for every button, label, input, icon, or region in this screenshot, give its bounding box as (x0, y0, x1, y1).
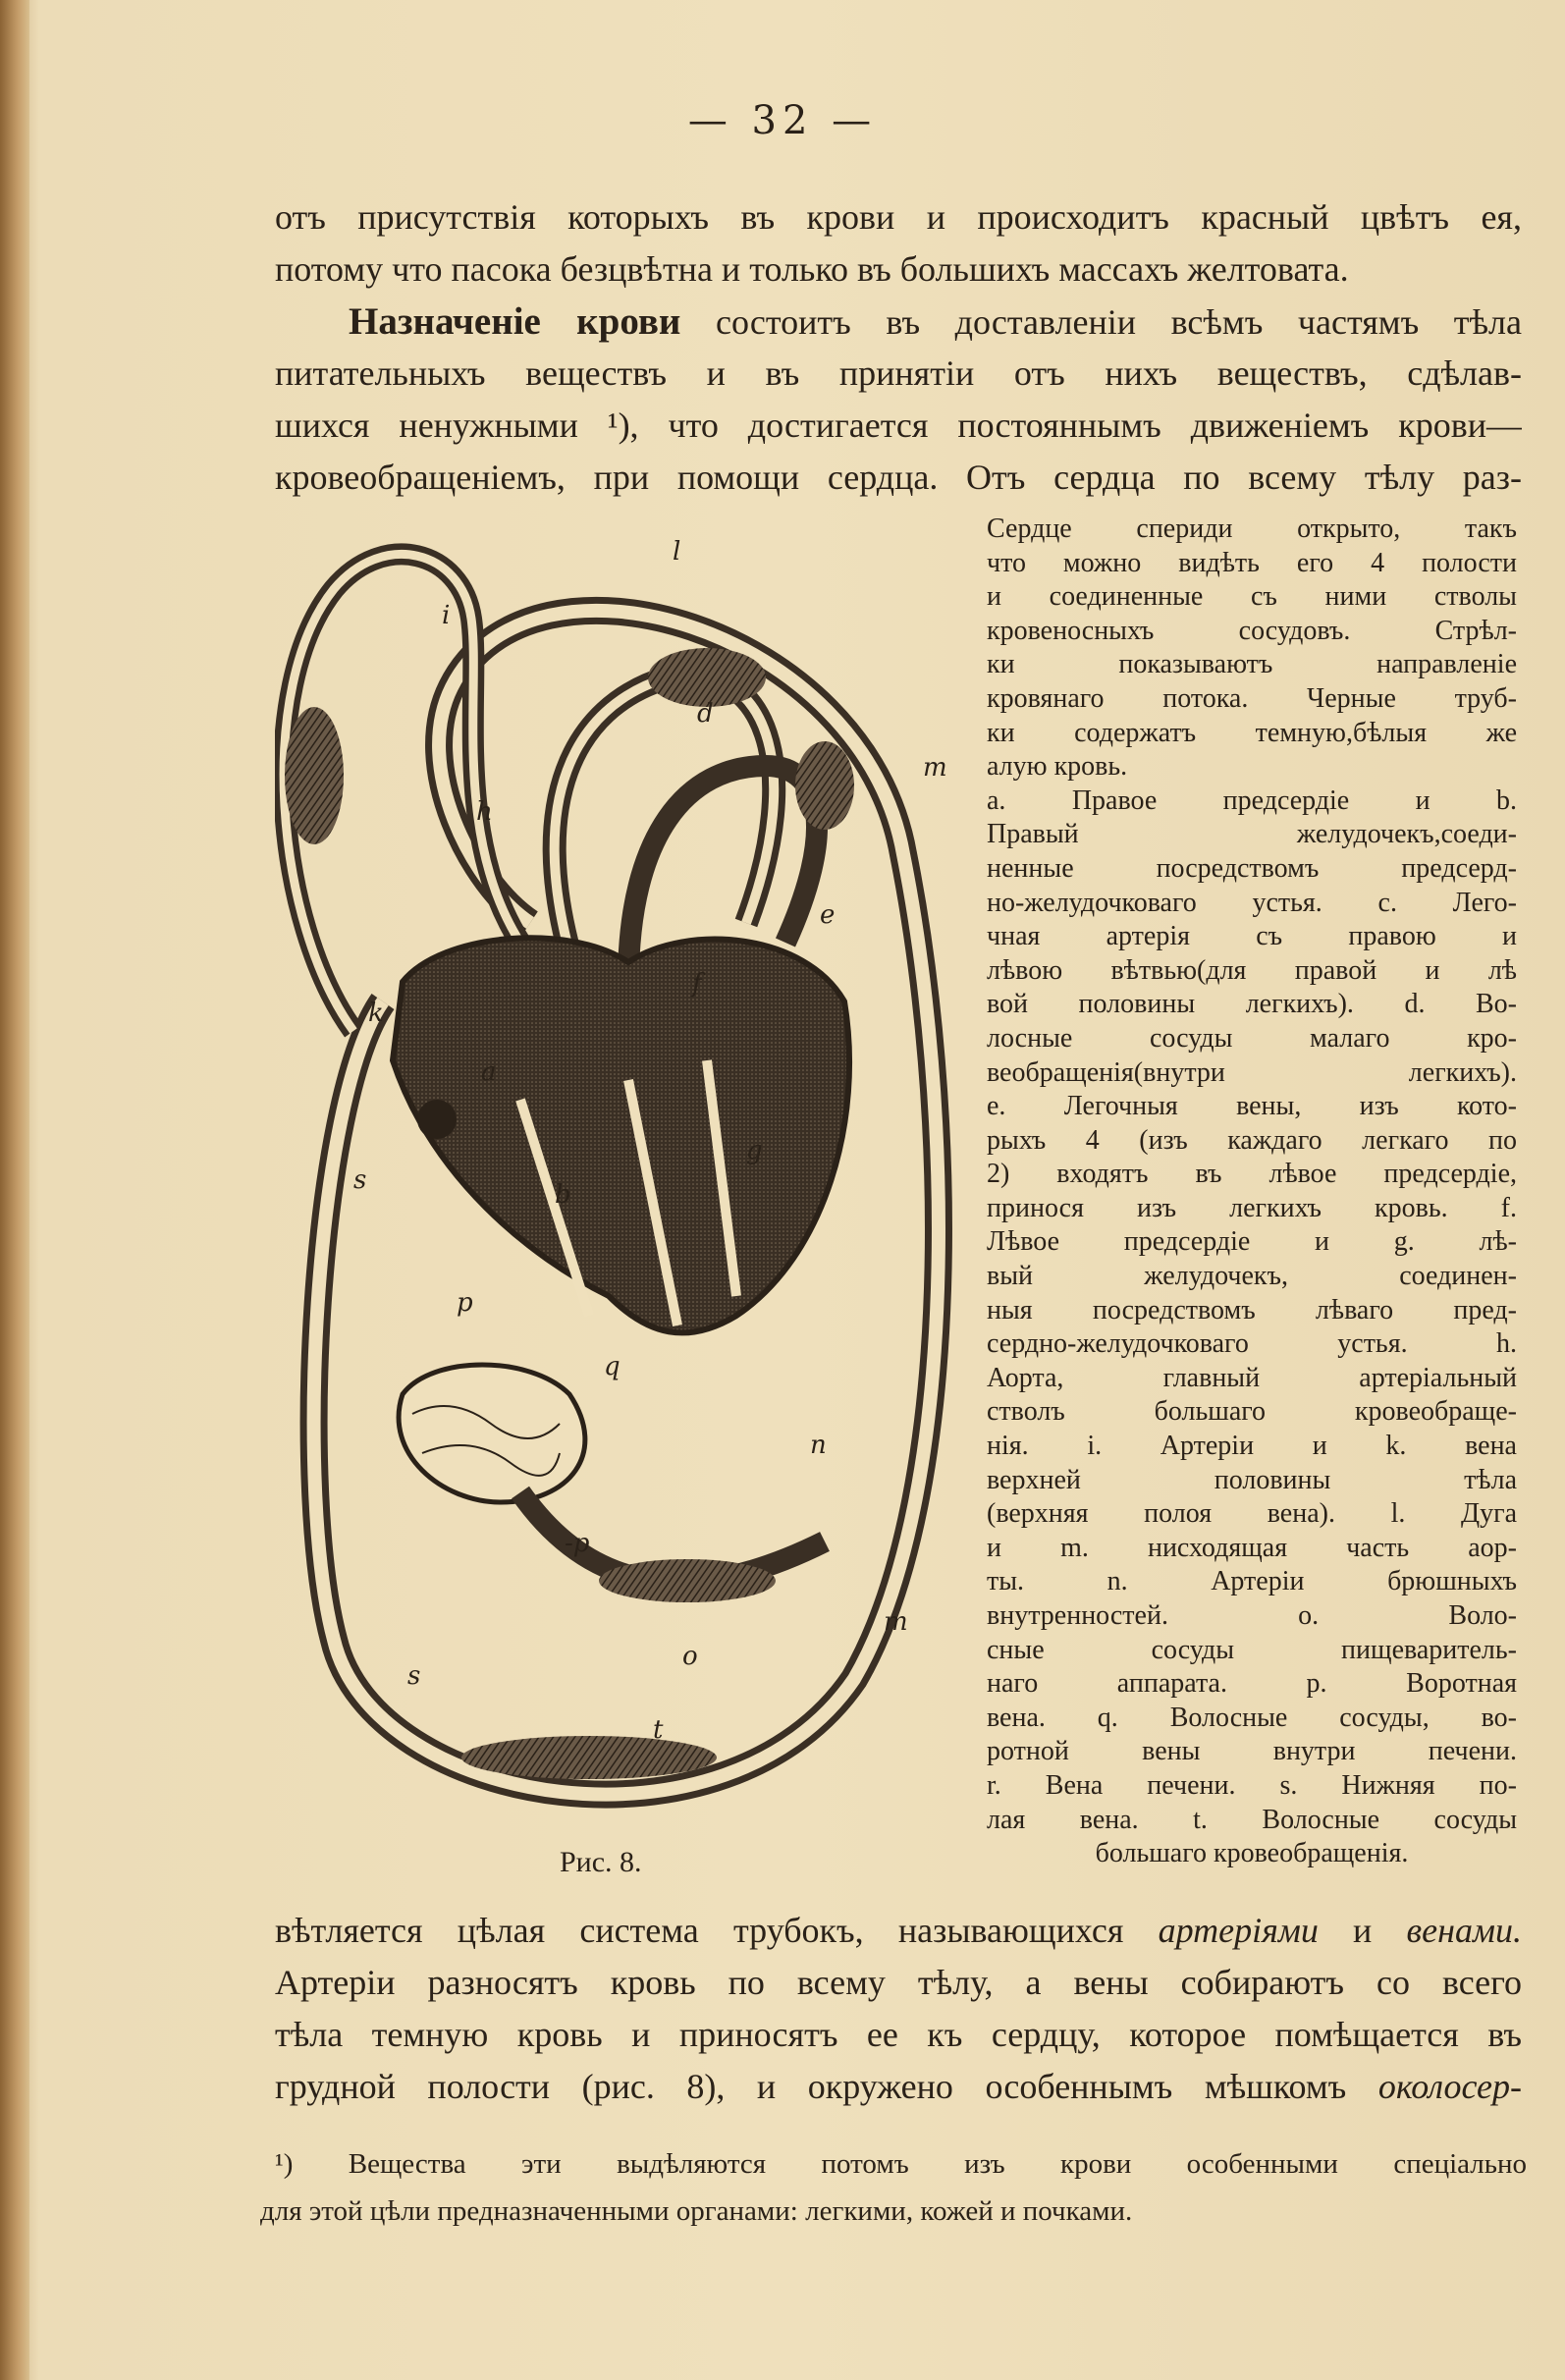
fig-label: t (653, 1715, 664, 1745)
figure-description (987, 513, 1517, 1871)
capillaries-upper (285, 707, 344, 844)
text-line: потому что пасока безцвѣтна и только въ большихъ массахъ желтовата. (275, 249, 1349, 289)
desc-line: наго аппарата. p. Воротная (987, 1668, 1517, 1700)
desc-line: кровянаго потока. Черные труб- (987, 682, 1517, 714)
bottom-paragraph (275, 1905, 1522, 2113)
footnote (260, 2140, 1527, 2235)
desc-line: верхней половины тѣла (987, 1464, 1517, 1495)
desc-line: но-желудочковаго устья. c. Лего- (987, 887, 1517, 918)
fig-label: o (682, 1642, 698, 1671)
desc-line: что можно видѣть его 4 полости (987, 547, 1517, 578)
desc-line: Лѣвое предсердіе и g. лѣ- (987, 1226, 1517, 1258)
capillaries-lung (648, 648, 766, 707)
liver-capillaries (399, 1365, 585, 1502)
fig-label: n (810, 1431, 827, 1460)
desc-line: Сердце спериди открыто, такъ (987, 514, 1517, 544)
desc-line: вый желудочекъ, соединен- (987, 1261, 1517, 1292)
fig-label: p (457, 1288, 473, 1318)
term-veins: венами. (1406, 1911, 1522, 1950)
footnote-line: для этой цѣли предназначенными органами: легкими, кожей и почками. (260, 2195, 1133, 2227)
desc-line: нія. i. Артеріи и k. вена (987, 1431, 1517, 1462)
text-line: грудной полости (рис. 8), и окружено особеннымъ мѣшкомъ околосер- (275, 2067, 1522, 2106)
desc-line: (верхняя полоя вена). l. Дуга (987, 1498, 1517, 1530)
fig-label: s (407, 1661, 421, 1691)
desc-line: лѣвою вѣтвью(для правой и лѣ (987, 954, 1517, 986)
desc-line: большаго кровеобращенія. (1095, 1838, 1409, 1869)
desc-line: принося изъ легкихъ кровь. f. (987, 1192, 1517, 1223)
desc-line: a. Правое предсердіе и b. (987, 784, 1517, 816)
desc-line: ки показываютъ направленіе (987, 649, 1517, 680)
text-line: кровеобращеніемъ, при помощи сердца. Отъ сердца по всему тѣлу раз- (275, 458, 1522, 497)
desc-line: алую кровь. (987, 751, 1128, 783)
desc-line: чная артерія съ правою и (987, 921, 1517, 952)
desc-line: ты. n. Артеріи брюшныхъ (987, 1566, 1517, 1597)
capillaries-lower (461, 1736, 717, 1779)
fig-label: m (923, 753, 947, 783)
desc-line: 2) входятъ въ лѣвое предсердіе, (987, 1159, 1517, 1190)
desc-line: лая вена. t. Волосные сосуды (987, 1804, 1517, 1835)
desc-line: лосные сосуды малаго кро- (987, 1022, 1517, 1054)
text-line: отъ присутствія которыхъ въ крови и происходитъ красный цвѣтъ ея, (275, 197, 1522, 237)
desc-line: стволъ большаго кровеобраще- (987, 1396, 1517, 1428)
fig-label: a (481, 1057, 497, 1087)
text-line: вѣтляется цѣлая система трубокъ, называющихся артеріями и венами. (275, 1911, 1522, 1950)
fig-label: h (476, 797, 493, 827)
fig-label: m (884, 1607, 908, 1637)
desc-line: ненные посредствомъ предсерд- (987, 852, 1517, 884)
capillaries-intestine (599, 1559, 776, 1602)
section-heading: Назначеніе крови (349, 300, 681, 343)
circulation-diagram (275, 511, 982, 1846)
text-line: Назначеніе крови состоитъ въ доставленіи всѣмъ частямъ тѣла (349, 300, 1522, 343)
desc-line: ки содержатъ темную,бѣлыя же (987, 717, 1517, 748)
fig-label: i (442, 601, 451, 630)
desc-line: кровеносныхъ сосудовъ. Стрѣл- (987, 615, 1517, 646)
desc-line: веобращенія(внутри легкихъ). (987, 1056, 1517, 1088)
desc-line: вой половины легкихъ). d. Во- (987, 989, 1517, 1020)
fig-label: e (820, 900, 836, 930)
heart (393, 938, 849, 1332)
desc-line: e. Легочныя вены, изъ кото- (987, 1091, 1517, 1122)
desc-line: Аорта, главный артеріальный (987, 1362, 1517, 1393)
desc-line: ротной вены внутри печени. (987, 1736, 1517, 1767)
top-paragraph (275, 191, 1522, 296)
fig-label: q (604, 1352, 621, 1381)
text-line: шихся ненужными ¹), что достигается постояннымъ движеніемъ крови— (275, 406, 1522, 445)
fig-label: -p (565, 1529, 590, 1558)
desc-line: сные сосуды пищеваритель- (987, 1634, 1517, 1665)
text-line: тѣла темную кровь и приносятъ ее къ сердцу, которое помѣщается въ (275, 2015, 1522, 2054)
desc-line: вена. q. Волосные сосуды, во- (987, 1702, 1517, 1733)
text-line: Артеріи разносятъ кровь по всему тѣлу, а вены собираютъ со всего (275, 1963, 1522, 2002)
term-arteries: артеріями (1158, 1911, 1319, 1950)
book-spine (0, 0, 29, 2380)
desc-line: и m. нисходящая часть аор- (987, 1532, 1517, 1563)
fig-label: f (692, 969, 702, 999)
fig-label: b (555, 1180, 571, 1210)
desc-line: сердно-желудочковаго устья. h. (987, 1328, 1517, 1360)
fig-label: d (697, 699, 714, 729)
page-number: — 32 — (687, 98, 878, 143)
desc-line: ныя посредствомъ лѣваго пред- (987, 1294, 1517, 1325)
fig-label: s (353, 1165, 367, 1195)
desc-line: Правый желудочекъ,соеди- (987, 819, 1517, 850)
figure-caption: Рис. 8. (560, 1846, 642, 1878)
fig-label: g (746, 1136, 763, 1165)
desc-line: r. Вена печени. s. Нижняя по- (987, 1769, 1517, 1801)
desc-line: и соединенные съ ними стволы (987, 581, 1517, 613)
fig-label: k (368, 999, 384, 1028)
fig-label: l (673, 537, 681, 567)
desc-line: рыхъ 4 (изъ каждаго легкаго по (987, 1124, 1517, 1156)
footnote-line: ¹) Вещества эти выдѣляются потомъ изъ крови особенными спеціально (275, 2148, 1527, 2180)
section-paragraph (275, 296, 1522, 504)
text-line: питательныхъ веществъ и въ принятіи отъ нихъ веществъ, сдѣлав- (275, 353, 1522, 393)
desc-line: внутренностей. o. Воло- (987, 1600, 1517, 1631)
